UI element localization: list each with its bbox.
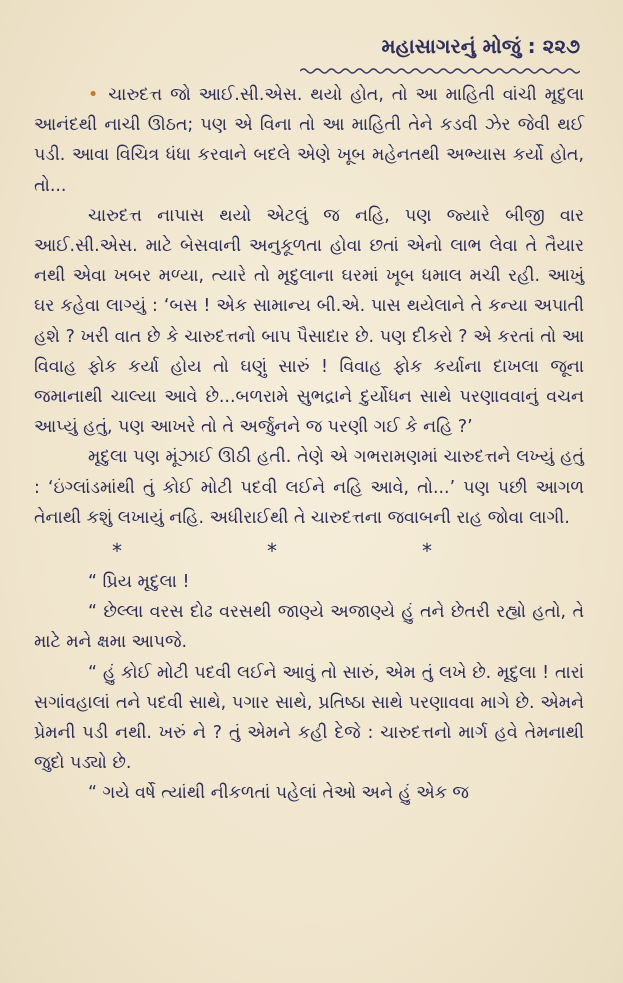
main-text (34, 80, 584, 809)
section-separator (112, 539, 432, 563)
paragraph-text: ચારુદત્ત જો આઈ.સી.એસ. થયો હોત, તો આ માહિતી વાંચી મૃદુલા આનંદથી નાચી ઊઠત; પણ એ વિના તો આ માહિતી તેને કડવી ઝેર જેવી થઈ પડી. આવા વિચિત્ર ધંધા કરવાને બદલે એણે ખૂબ મહેનતથી અભ્યાસ કર્યો હોત, તો... (34, 85, 584, 196)
paragraph: ચારુદત્ત નાપાસ થયો એટલું જ નહિ, પણ જ્યારે બીજી વાર આઈ.સી.એસ. માટે બેસવાની અનુકૂળતા હોવા છતાં એનો લાભ લેવા તે તૈયાર નથી એવા ખબર મળ્યા, ત્યારે તો મૃદુલાના ઘરમાં ખૂબ ધમાલ મચી રહી. આખું ઘર કહેવા લાગ્યું : ‘બસ ! એક સામાન્ય બી.એ. પાસ થયેલાને તે કન્યા અપાતી હશે ? ખરી વાત છે કે ચારુદત્તનો બાપ પૈસાદાર છે. પણ દીકરો ? એ કરતાં તો આ વિવાહ ફોક કર્યા હોય તો ઘણું સારું ! વિવાહ ફોક કર્યાના દાખલા જૂના જમાનાથી ચાલ્યા આવે છે...બળરામે સુભદ્રાને દુર્યોધન સાથે પરણાવવાનું વચન આપ્યું હતું, પણ આખરે તો તે અર્જુનને જ પરણી ગઈ કે નહિ ?’ (34, 205, 584, 438)
separator-star: * (422, 539, 432, 564)
running-header: મહાસાગરનું મોજું : ૨૨૭ (381, 34, 580, 58)
letter-paragraph: “ ગયે વર્ષે ત્યાંથી નીકળતાં પહેલાં તેઓ અને હું એક જ (88, 783, 469, 804)
ink-mark-icon: • (88, 85, 99, 105)
letter-paragraph: “ છેલ્લા વરસ દોઢ વરસથી જાણ્યે અજાણ્યે હું તને છેતરી રહ્યો હતો, તે માટે મને ક્ષમા આપજે. (34, 602, 584, 653)
paragraph (34, 80, 584, 201)
separator-star: * (267, 539, 277, 564)
letter-salutation: “ પ્રિય મૃદુલા ! (88, 572, 190, 593)
paragraph: મૃદુલા પણ મૂંઝાઈ ઊઠી હતી. તેણે એ ગભરામણમાં ચારુદત્તને લખ્યું હતું : ‘ઇંગ્લાંડમાંથી તું કોઈ મોટી પદવી લઈને નહિ આવે, તો...’ પણ પછી આગળ તેનાથી કશું લખાયું નહિ. અધીરાઈથી તે ચારુદત્તના જવાબની રાહ જોવા લાગી. (34, 447, 584, 528)
separator-star: * (112, 539, 122, 564)
header-wavy-rule (300, 66, 580, 76)
letter-paragraph: “ હું કોઈ મોટી પદવી લઈને આવું તો સારું, એમ તું લખે છે. મૃદુલા ! તારાં સગાંવહાલાં તને પદવી સાથે, પગાર સાથે, પ્રતિષ્ઠા સાથે પરણાવવા માગે છે. એમને પ્રેમની પડી નથી. ખરું ને ? તું એમને કહી દેજે : ચારુદત્તનો માર્ગ હવે તેમનાથી જુદો પડ્યો છે. (34, 662, 584, 774)
